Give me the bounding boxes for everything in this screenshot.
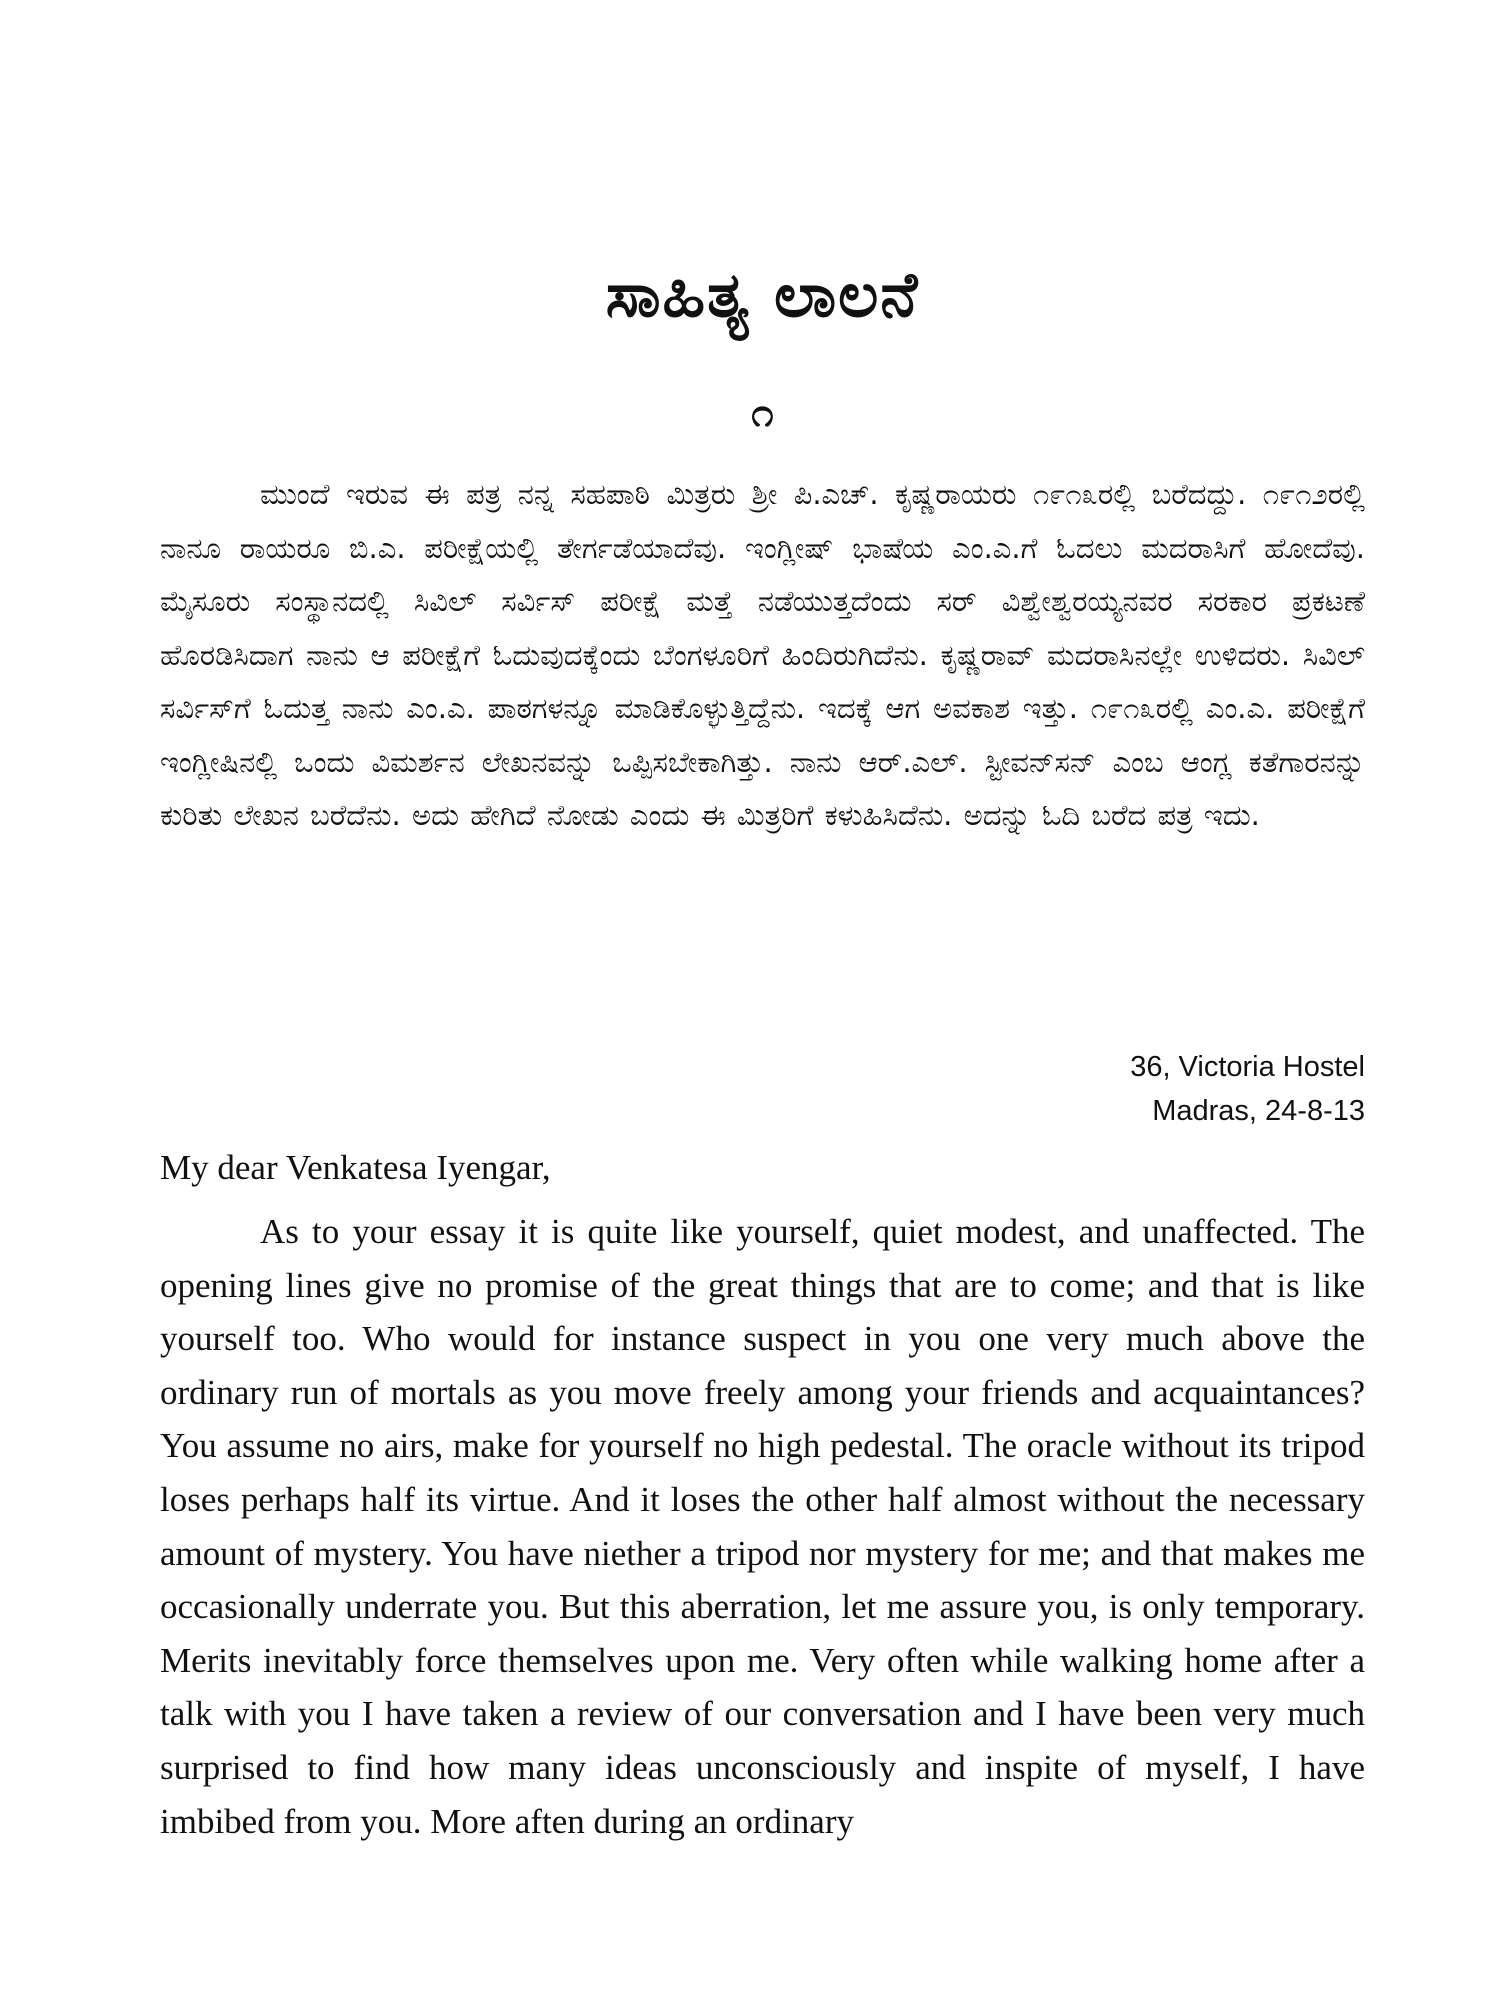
page-title: ಸಾಹಿತ್ಯ ಲಾಲನೆ <box>605 258 920 331</box>
section-number: ೧ <box>751 390 774 436</box>
kannada-intro-paragraph: ಮುಂದೆ ಇರುವ ಈ ಪತ್ರ ನನ್ನ ಸಹಪಾಠಿ ಮಿತ್ರರು ಶ್ರೀ ಪಿ.ಎಚ್. ಕೃಷ್ಣರಾಯರು ೧೯೧೩ರಲ್ಲಿ ಬರೆದದ್ದು. ೧೯೧೨ರಲ್ಲಿ ನಾನೂ ರಾಯರೂ ಬಿ.ಎ. ಪರೀಕ್ಷೆಯಲ್ಲಿ ತೇರ್ಗಡೆಯಾದೆವು. ಇಂಗ್ಲೀಷ್ ಭಾಷೆಯ ಎಂ.ಎ.ಗೆ ಓದಲು ಮದರಾಸಿಗೆ ಹೋದೆವು. ಮೈಸೂರು ಸಂಸ್ಥಾನದಲ್ಲಿ ಸಿವಿಲ್ ಸರ್ವಿಸ್ ಪರೀಕ್ಷೆ ಮತ್ತೆ ನಡೆಯುತ್ತದೆಂದು ಸರ್ ವಿಶ್ವೇಶ್ವರಯ್ಯನವರ ಸರಕಾರ ಪ್ರಕಟಣೆ ಹೊರಡಿಸಿದಾಗ ನಾನು ಆ ಪರೀಕ್ಷೆಗೆ ಓದುವುದಕ್ಕೆಂದು ಬೆಂಗಳೂರಿಗೆ ಹಿಂದಿರುಗಿದೆನು. ಕೃಷ್ಣರಾವ್ ಮದರಾಸಿನಲ್ಲೇ ಉಳಿದರು. ಸಿವಿಲ್ ಸರ್ವಿಸ್‌ಗೆ ಓದುತ್ತ ನಾನು ಎಂ.ಎ. ಪಾಠಗಳನ್ನೂ ಮಾಡಿಕೊಳ್ಳುತ್ತಿದ್ದೆನು. ಇದಕ್ಕೆ ಆಗ ಅವಕಾಶ ಇತ್ತು. ೧೯೧೩ರಲ್ಲಿ ಎಂ.ಎ. ಪರೀಕ್ಷೆಗೆ ಇಂಗ್ಲೀಷಿನಲ್ಲಿ ಒಂದು ವಿಮರ್ಶನ ಲೇಖನವನ್ನು ಒಪ್ಪಿಸಬೇಕಾಗಿತ್ತು. ನಾನು ಆರ್.ಎಲ್. ಸ್ಟೀವನ್‌ಸನ್ ಎಂಬ ಆಂಗ್ಲ ಕತೆಗಾರನನ್ನು ಕುರಿತು ಲೇಖನ ಬರೆದೆನು. ಅದು ಹೇಗಿದೆ ನೋಡು ಎಂದು ಈ ಮಿತ್ರರಿಗೆ ಕಳುಹಿಸಿದೆನು. ಅದನ್ನು ಓದಿ ಬರೆದ ಪತ್ರ ಇದು. <box>160 477 1365 832</box>
letter-salutation: My dear Venkatesa Iyengar, <box>160 1148 551 1187</box>
address-line-2: Madras, 24-8-13 <box>1152 1095 1365 1127</box>
document-page <box>160 0 1365 2000</box>
letter-body-paragraph: As to your essay it is quite like yourself, quiet modest, and unaffected. The opening lines give no promise of the great things that are to come; and that is like yourself too. Who would for instance suspect in you one very much above the ordinary run of mortals as you move freely among your friends and acquaintances? You assume no airs, make for yourself no high pedestal. The oracle without its tripod loses perhaps half its virtue. And it loses the other half almost without the necessary amount of mystery. You have niether a tripod nor mystery for me; and that makes me occasionally underrate you. But this aberration, let me assure you, is only temporary. Merits inevitably force themselves upon me. Very often while walking home after a talk with you I have taken a review of our conversation and I have been very much surprised to find how many ideas unconsciously and inspite of myself, I have imbibed from you. More aften during an ordinary <box>160 1212 1365 1841</box>
address-line-1: 36, Victoria Hostel <box>1130 1051 1365 1083</box>
letter-address <box>1130 1045 1365 1133</box>
